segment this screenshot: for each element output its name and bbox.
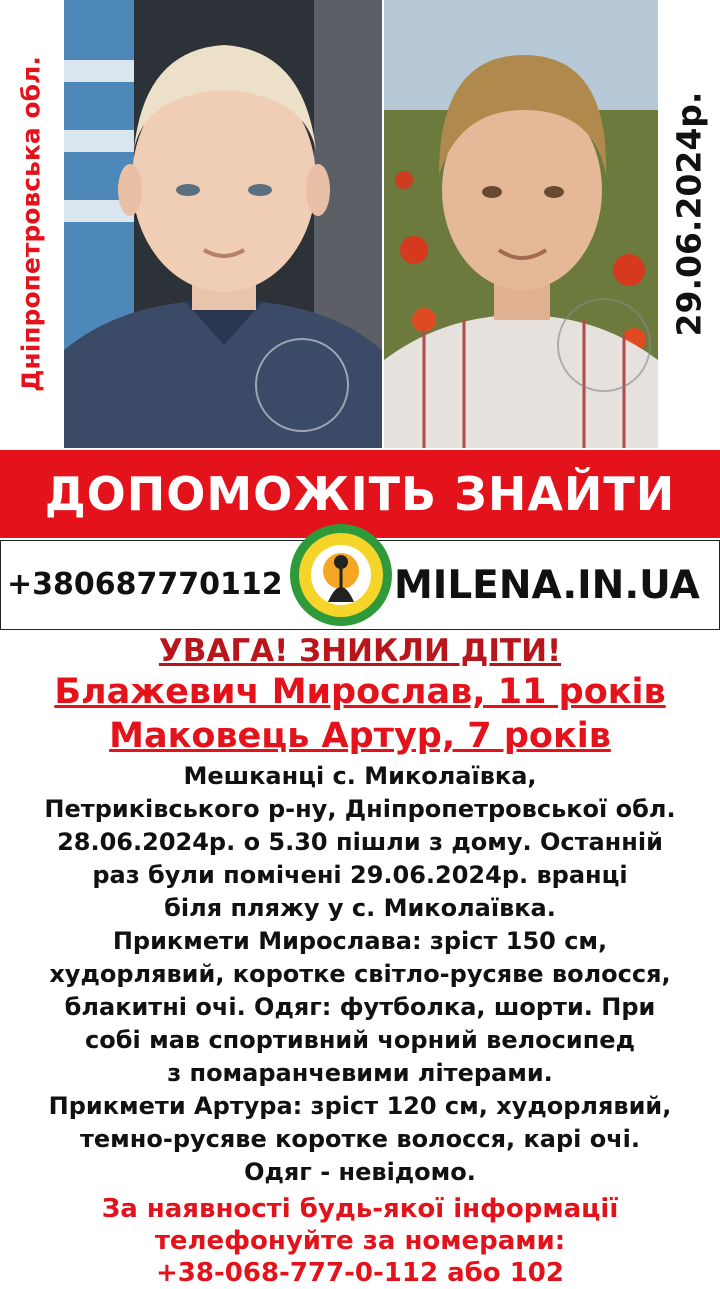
milena-logo [288,522,394,628]
cta-phone-numbers[interactable]: +38-068-777-0-112 або 102 [156,1258,564,1288]
description-line: біля пляжу у с. Миколаївка. [164,894,556,922]
attention-heading: УВАГА! ЗНИКЛИ ДІТИ! [158,633,562,669]
description [0,760,720,1189]
description-line: Прикмети Артура: зріст 120 см, худорлявий, [48,1092,672,1120]
region-text: Дніпропетровська обл. [16,56,46,392]
missing-notice [0,632,720,1289]
phone-number[interactable]: +380687770112 [7,567,283,602]
call-to-action [0,1193,720,1289]
description-line: з помаранчевими літерами. [167,1059,553,1087]
description-line: собі мав спортивний чорний велосипед [85,1026,635,1054]
missing-child-photo-1 [64,0,382,448]
description-line: Петриківського р-ну, Дніпропетровської обл. [44,795,676,823]
description-line: Прикмети Мирослава: зріст 150 см, [112,927,608,955]
missing-child-photo-2 [384,0,658,448]
website-link[interactable]: MILENA.IN.UA [394,563,700,608]
description-line: темно-русяве коротке волосся, карі очі. [79,1125,641,1153]
description-line: раз були помічені 29.06.2024р. вранці [92,861,628,889]
region-label [0,0,62,448]
description-line: Одяг - невідомо. [244,1158,476,1186]
child-name-1: Блажевич Мирослав, 11 років [54,672,666,712]
cta-line-1: За наявності будь-якої інформації [101,1194,619,1224]
banner-title: ДОПОМОЖІТЬ ЗНАЙТИ [44,467,676,521]
description-line: Мешканці с. Миколаївка, [183,762,537,790]
description-line: худорлявий, коротке світло-русяве волосся, [49,960,671,988]
date-text: 29.06.2024р. [669,91,709,337]
child-name-2: Маковець Артур, 7 років [109,716,611,756]
description-line: блакитні очі. Одяг: футболка, шорти. При [64,993,656,1021]
cta-line-2: телефонуйте за номерами: [154,1226,566,1256]
description-line: 28.06.2024р. о 5.30 пішли з дому. Останній [57,828,663,856]
date-label [658,0,720,448]
